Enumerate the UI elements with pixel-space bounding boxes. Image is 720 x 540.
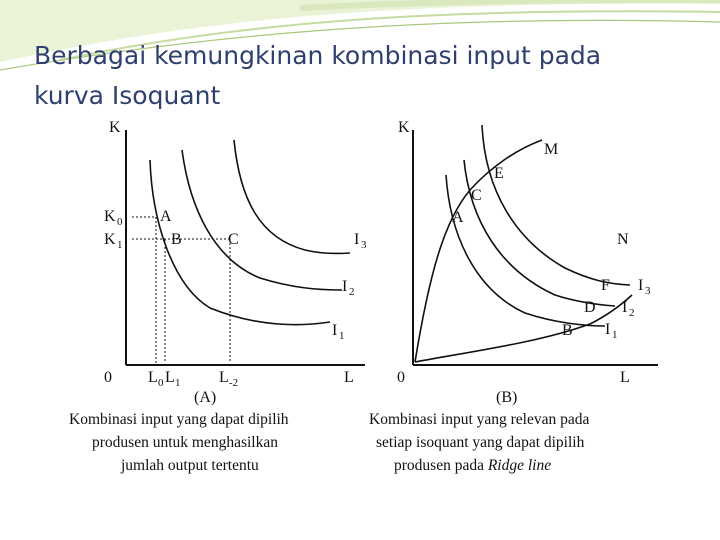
panel-a-l1-label — [165, 369, 181, 389]
panel-a-k0-label — [104, 208, 123, 228]
panel-a-point-a-label: A — [160, 208, 172, 225]
svg-text:2: 2 — [629, 307, 635, 319]
panel-b-point-m-label: M — [544, 141, 559, 158]
svg-text:0: 0 — [117, 216, 123, 228]
slide-title — [34, 36, 684, 116]
panel-b-point-a-label: A — [452, 209, 464, 226]
panel-b-point-b-label: B — [562, 322, 573, 339]
svg-text:2: 2 — [349, 286, 355, 298]
panel-a-i3-label — [354, 231, 367, 251]
panel-a-l0-label — [148, 369, 164, 389]
panel-a-i2-label — [342, 278, 355, 298]
panel-a-i1-label — [332, 322, 345, 342]
svg-text:L: L — [165, 369, 175, 386]
svg-text:1: 1 — [175, 377, 181, 389]
panel-b-y-axis-label: K — [398, 119, 410, 136]
panel-b-point-f-label: F — [601, 277, 610, 294]
panel-b — [369, 119, 658, 474]
panel-b-caption-line3 — [394, 457, 551, 474]
panel-a-caption-line1: Kombinasi input yang dapat dipilih — [69, 411, 289, 428]
panel-b-caption-line1: Kombinasi input yang relevan pada — [369, 411, 590, 428]
svg-text:0: 0 — [158, 377, 164, 389]
svg-text:K: K — [104, 231, 116, 248]
panel-b-point-e-label: E — [494, 165, 504, 182]
panel-b-x-axis-label: L — [620, 369, 630, 386]
svg-text:3: 3 — [361, 239, 367, 251]
panel-a-caption-line2: produsen untuk menghasilkan — [92, 434, 278, 451]
panel-a-origin-label: 0 — [104, 369, 112, 386]
svg-text:3: 3 — [645, 285, 651, 297]
panel-b-caption-ridge-line: Ridge line — [487, 457, 552, 474]
panel-b-caption-line3-prefix: produsen pada — [394, 457, 488, 474]
panel-a-y-axis-label: K — [109, 119, 121, 136]
panel-b-ridge-line-upper — [415, 140, 542, 362]
panel-b-isoquant-i1 — [446, 175, 605, 326]
panel-b-caption-line2: setiap isoquant yang dapat dipilih — [376, 434, 585, 451]
panel-a — [69, 119, 367, 474]
panel-b-origin-label: 0 — [397, 369, 405, 386]
panel-b-point-n-label: N — [617, 231, 629, 248]
slide-title-line2: kurva Isoquant — [34, 81, 221, 110]
svg-text:L: L — [219, 369, 229, 386]
panel-b-i1-label — [605, 321, 618, 341]
svg-text:I: I — [354, 231, 360, 248]
panel-b-panel-label: (B) — [496, 389, 518, 406]
panel-a-l2-label — [219, 369, 238, 389]
panel-a-point-c-label: C — [228, 231, 239, 248]
panel-b-i2-label — [622, 299, 635, 319]
slide-title-line1: Berbagai kemungkinan kombinasi input pada — [34, 41, 602, 70]
panel-a-isoquant-i3 — [234, 140, 350, 254]
svg-text:I: I — [605, 321, 611, 338]
panel-b-point-d-label: D — [584, 299, 596, 316]
isoquant-diagram — [60, 110, 680, 490]
svg-text:1: 1 — [339, 330, 345, 342]
panel-a-caption-line3: jumlah output tertentu — [121, 457, 259, 474]
svg-text:I: I — [332, 322, 338, 339]
svg-text:1: 1 — [612, 329, 618, 341]
panel-b-i3-label — [638, 277, 651, 297]
panel-a-x-axis-label: L — [344, 369, 354, 386]
panel-a-panel-label: (A) — [194, 389, 217, 406]
svg-text:I: I — [342, 278, 348, 295]
svg-text:K: K — [104, 208, 116, 225]
svg-text:L: L — [148, 369, 158, 386]
panel-a-k1-label — [104, 231, 123, 251]
svg-text:I: I — [638, 277, 644, 294]
svg-text:-2: -2 — [229, 377, 239, 389]
panel-b-point-c-label: C — [471, 187, 482, 204]
panel-a-isoquant-i2 — [182, 150, 342, 290]
panel-a-point-b-label: B — [171, 231, 182, 248]
svg-text:I: I — [622, 299, 628, 316]
svg-text:1: 1 — [117, 239, 123, 251]
